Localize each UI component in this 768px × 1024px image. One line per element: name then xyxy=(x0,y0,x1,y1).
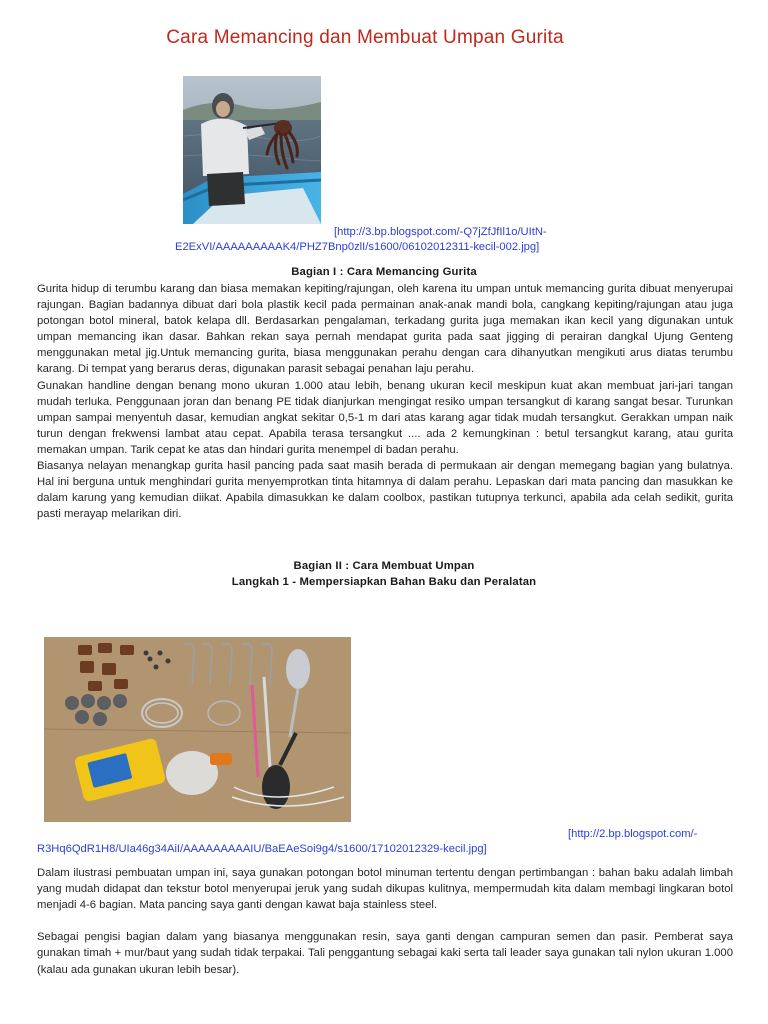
section2-subheading: Langkah 1 - Mempersiapkan Bahan Baku dan Peralatan xyxy=(231,576,537,588)
fisherman-octopus-photo xyxy=(183,76,321,224)
page-title: Cara Memancing dan Membuat Umpan Gurita xyxy=(166,27,564,48)
figure2-image-link[interactable]: [http://2.bp.blogspot.com/- xyxy=(568,828,698,840)
section1-body xyxy=(37,281,733,522)
section3-paragraph: Dalam ilustrasi pembuatan umpan ini, saya gunakan potongan botol minuman tertentu dengan pertimbangan : bahan baku adalah limbah yang mudah didapat dan tekstur botol menyerupai jeruk yang sudah dikupas kulitnya, mempermudah kita dalam membagi lingkaran botol menjadi 4-6 bagian. Mata pancing saya ganti dengan kawat baja stainless steel. xyxy=(37,867,733,912)
bait-materials-photo xyxy=(44,637,351,822)
paragraph-spacer xyxy=(37,913,733,929)
section2-heading: Bagian II : Cara Membuat Umpan xyxy=(293,560,475,572)
section1-paragraph: Gunakan handline dengan benang mono ukuran 1.000 atau lebih, benang ukuran kecil meskipun kuat akan membuat jari-jari tangan mudah terluka. Penggunaan joran dan benang PE tidak dianjurkan mengingat resiko umpan tersangkut di karang sangat besar. Turunkan umpan sampai menyentuh dasar, kemudian angkat sekitar 0,5-1 m dari atas karang agar tidak mudah tersangkut. Gerakkan umpan naik turun dengan frekwensi lambat atau cepat. Apabila terasa tersangkut .... ada 2 kemungkinan : betul tersangkut karang, atau gurita memakan umpan. Tarik cepat ke atas dan hindari gurita menempel di badan perahu. xyxy=(37,379,733,456)
section1-paragraph: Biasanya nelayan menangkap gurita hasil pancing pada saat masih berada di permukaan air dengan memegang bagian yang bulatnya. Hal ini berguna untuk menghindari gurita menyemprotkan tinta hitamnya di dalam perahu. Lepaskan dari mata pancing dan masukkan ke dalam karung yang kemudian diikat. Apabila dimasukkan ke dalam coolbox, pastikan tutupnya terkunci, apabila ada celah sedikit, gurita pasti merayap melarikan diri. xyxy=(37,460,733,521)
section1-heading: Bagian I : Cara Memancing Gurita xyxy=(291,266,477,278)
figure2-image-link-continued[interactable]: R3Hq6QdR1H8/UIa46g34AiI/AAAAAAAAAIU/BaEAeSoi9g4/s1600/17102012329-kecil.jpg] xyxy=(37,843,487,855)
figure1-image-link-continued[interactable]: E2ExVI/AAAAAAAAAK4/PHZ7Bnp0zlI/s1600/06102012311-kecil-002.jpg] xyxy=(175,241,540,253)
section3-body xyxy=(37,865,733,978)
figure1-image-link[interactable]: [http://3.bp.blogspot.com/-Q7jZfJfIl1o/UItN- xyxy=(334,226,547,238)
section1-paragraph: Gurita hidup di terumbu karang dan biasa memakan kepiting/rajungan, oleh karena itu umpan untuk memancing gurita dibuat menyerupai rajungan. Bagian badannya dibuat dari bola plastik kecil pada permainan anak-anak mandi bola, cangkang kepiting/rajungan atau juga potongan botol mineral, batok kelapa dll. Berdasarkan pengalaman, terkadang gurita juga memakan ikan kecil yang digunakan untuk umpan memancing ikan dasar. Bahkan rekan saya pernah mendapat gurita pada saat jigging di perairan dangkal Ujung Genteng menggunakan metal jig.Untuk memancing gurita, biasa menggunakan perahu dengan cara dihanyutkan mengikuti arus diatas terumbu karang. Di tempat yang berarus deras, digunakan parasit sebagai penahan laju perahu. xyxy=(37,283,733,376)
section3-paragraph: Sebagai pengisi bagian dalam yang biasanya menggunakan resin, saya ganti dengan campuran semen dan pasir. Pemberat saya gunakan timah + mur/baut yang sudah tidak terpakai. Tali penggantung sebagai kaki serta tali leader saya gunakan tali nylon ukuran 1.000 (kalau ada gunakan ukuran lebih besar). xyxy=(37,931,733,976)
